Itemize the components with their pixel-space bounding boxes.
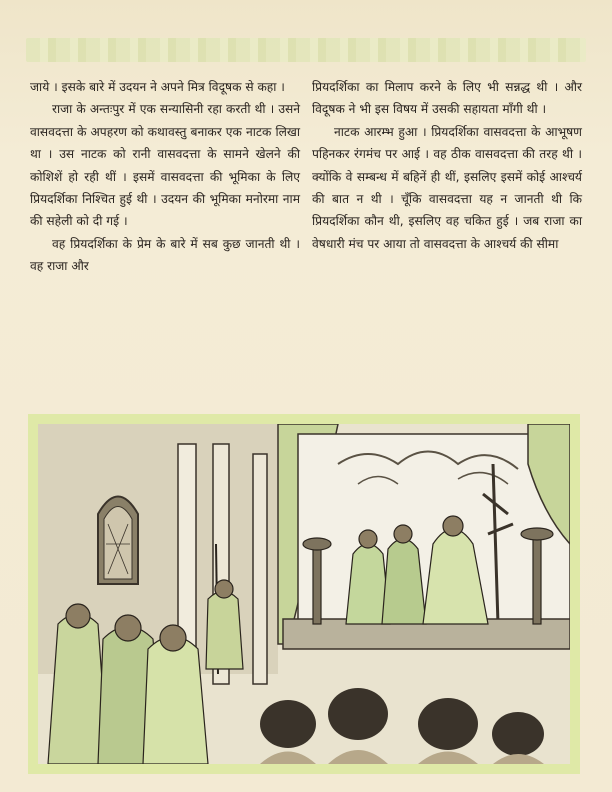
paragraph: जाये । इसके बारे में उदयन ने अपने मित्र विदूषक से कहा । (30, 80, 285, 94)
paragraph: वह प्रियदर्शिका के प्रेम के बारे में सब कुछ जानती थी । वह राजा और (30, 236, 300, 274)
paragraph: राजा के अन्तःपुर में एक सन्यासिनी रहा करती थी । उसने वासवदत्ता के अपहरण को कथावस्तु बनाकर एक नाटक लिखा था । उस नाटक को रानी वासवदत्ता के सामने खेलने की कोशिशें हो रही थीं । इसमें वासवदत्ता की भूमिका के लिए प्रियदर्शिका निश्चित हुई थी । उदयन की भूमिका मनोरमा नाम की सहेली को दी गई । (30, 102, 300, 229)
text-column-right (312, 76, 582, 255)
theatre-scene-illustration (38, 424, 570, 764)
decorative-top-band (26, 38, 586, 62)
paragraph: प्रियदर्शिका का मिलाप करने के लिए भी सन्नद्ध थी । और विदूषक ने भी इस विषय में उसकी सहायता माँगी थी । (312, 80, 582, 117)
illustration-frame (28, 414, 580, 774)
text-column-left (30, 76, 300, 278)
paragraph: नाटक आरम्भ हुआ । प्रियदर्शिका वासवदत्ता के आभूषण पहिनकर रंगमंच पर आई । वह ठीक वासवदत्ता की तरह थी । क्योंकि वे सम्बन्ध में बहिनें ही थीं, इसलिए इसमें कोई आश्चर्य की बात न थी । चूँकि वासवदत्ता यह न जानती थी कि प्रियदर्शिका कौन थी, इसलिए वह चकित हुई । जब राजा का वेषधारी मंच पर आया तो वासवदत्ता के आश्चर्य की सीमा (312, 124, 582, 251)
